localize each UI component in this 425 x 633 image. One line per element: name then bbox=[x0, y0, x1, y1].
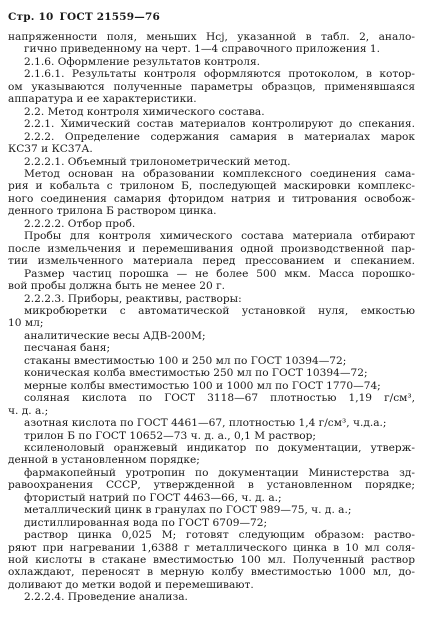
text-line: доливают до метки водой и перемешивают. bbox=[8, 578, 254, 591]
text-line: аппаратура и ее характеристики. bbox=[8, 93, 197, 106]
body-text bbox=[8, 31, 415, 604]
text-line: равоохранения СССР, утвержденной в установленном порядке; bbox=[8, 479, 415, 492]
text-line: раствор цинка 0,025 М; готовят следующим образом: раство- bbox=[24, 529, 415, 542]
text-line: вой пробы должна быть не менее 20 г. bbox=[8, 280, 226, 293]
text-line: фтористый натрий по ГОСТ 4463—66, ч. д. а.; bbox=[24, 491, 282, 504]
text-line: стаканы вместимостью 100 и 250 мл по ГОСТ 10394—72; bbox=[24, 354, 347, 367]
text-line: соляная кислота по ГОСТ 3118—67 плотностью 1,19 г/см³, bbox=[24, 392, 415, 405]
text-line: 2.2.2.4. Проведение анализа. bbox=[24, 591, 188, 604]
text-line: азотная кислота по ГОСТ 4461—67, плотностью 1,4 г/см³, ч.д.а.; bbox=[24, 417, 387, 430]
text-line: трилон Б по ГОСТ 10652—73 ч. д. а., 0,1 М раствор; bbox=[24, 429, 317, 442]
text-line: ного соединения самария фторидом натрия и титрования освобож- bbox=[8, 192, 415, 205]
text-line: 10 мл; bbox=[8, 317, 44, 330]
text-line: коническая колба вместимостью 250 мл по ГОСТ 10394—72; bbox=[24, 367, 368, 380]
page-header bbox=[8, 10, 415, 24]
text-line: Пробы для контроля химического состава материала отбирают bbox=[24, 230, 415, 243]
text-line: фармакопейный уротропин по документации Министерства зд- bbox=[24, 466, 415, 479]
text-line: металлический цинк в гранулах по ГОСТ 989—75, ч. д. а.; bbox=[24, 504, 352, 517]
text-line: 2.2.1. Химический состав материалов контролируют до спекания. bbox=[24, 118, 415, 131]
text-line: ксиленоловый оранжевый индикатор по документации, утверж- bbox=[24, 441, 415, 454]
text-line: Метод основан на образовании комплексного соединения сама- bbox=[24, 167, 415, 180]
text-line: песчаная баня; bbox=[24, 342, 111, 355]
text-line: денной в установленном порядке; bbox=[8, 454, 200, 467]
text-line: аналитические весы АДВ-200М; bbox=[24, 329, 206, 342]
text-line: дистиллированная вода по ГОСТ 6709—72; bbox=[24, 516, 268, 529]
text-line: 2.1.6.1. Результаты контроля оформляются протоколом, в котор- bbox=[24, 68, 415, 81]
text-line: мерные колбы вместимостью 100 и 1000 мл по ГОСТ 1770—74; bbox=[24, 379, 381, 392]
text-line: гично приведенному на черт. 1—4 справочного приложения 1. bbox=[24, 43, 381, 56]
text-line: рия и кобальта с трилоном Б, последующей маскировки комплекс- bbox=[8, 180, 415, 193]
text-line: ной кислоты в стакане вместимостью 100 мл. Полученный раствор bbox=[8, 554, 415, 567]
page-number: Стр. 10 bbox=[8, 11, 54, 23]
text-line: Размер частиц порошка — не более 500 мкм. Масса порошко- bbox=[24, 267, 415, 280]
text-line: ряют при нагревании 1,6388 г металлического цинка в 10 мл соля- bbox=[8, 541, 415, 554]
text-line: 2.2.2.1. Объемный трилонометрический метод. bbox=[24, 155, 291, 168]
text-line: микробюретки с автоматической установкой нуля, емкостью bbox=[24, 304, 415, 317]
text-line: охлаждают, переносят в мерную колбу вместимостью 1000 мл, до- bbox=[8, 566, 415, 579]
text-line: 2.2.2. Определение содержания самария в материалах марок bbox=[24, 130, 415, 143]
text-line: денного трилона Б раствором цинка. bbox=[8, 205, 217, 218]
text-line: тии измельченного материала перед прессованием и спеканием. bbox=[8, 255, 415, 268]
text-line: после измельчения и перемешивания одной производственной пар- bbox=[8, 242, 415, 255]
text-line: 2.2.2.3. Приборы, реактивы, растворы: bbox=[24, 292, 242, 305]
text-line: 2.2.2.2. Отбор проб. bbox=[24, 217, 136, 230]
text-line: 2.1.6. Оформление результатов контроля. bbox=[24, 55, 260, 68]
standard-code: ГОСТ 21559—76 bbox=[59, 11, 160, 23]
text-line: КС37 и КС37А. bbox=[8, 143, 93, 156]
text-line: ом указываются полученные параметры образцов, применявшаяся bbox=[8, 80, 415, 93]
text-line: 2.2. Метод контроля химического состава. bbox=[24, 105, 265, 118]
text-line: напряженности поля, меньших Hсj, указанной в табл. 2, анало- bbox=[8, 31, 415, 43]
text-line: ч. д. а.; bbox=[8, 404, 49, 417]
